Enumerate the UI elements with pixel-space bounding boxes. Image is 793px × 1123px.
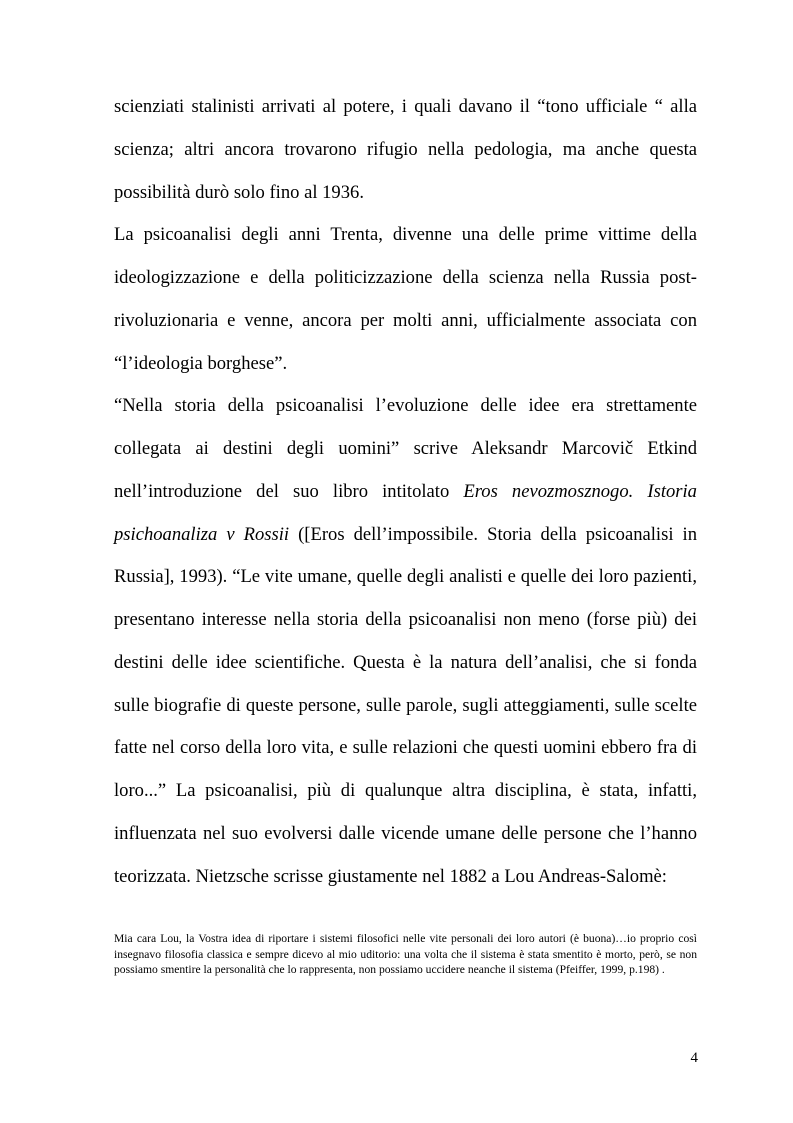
quote-text: Mia cara Lou, la Vostra idea di riportare i sistemi filosofici nelle vite personali dei loro autori (è buona)…io proprio così insegnavo filosofia classica e sempre dicevo al mio uditorio: una volta che il sistema è stata smentito è morto, però, se non possiamo smentire la personalità che lo rappresenta, non possiamo uccidere neanche il sistema (Pfeiffer, 1999, p.198) . bbox=[114, 932, 697, 977]
body-text bbox=[114, 86, 697, 898]
block-quote bbox=[114, 931, 697, 978]
page-number: 4 bbox=[690, 1050, 698, 1066]
paragraph-3-part-1: “Nella storia della psicoanalisi l’evoluzione delle idee era strettamente collegata ai destini degli uomini” scrive Aleksandr Marcovič Etkind nell’introduzione del suo libro intitolato bbox=[114, 395, 697, 502]
paragraph-1: scienziati stalinisti arrivati al potere, i quali davano il “tono ufficiale “ alla scienza; altri ancora trovarono rifugio nella pedologia, ma anche questa possibilità durò solo fino al 1936. bbox=[114, 96, 697, 203]
paragraph-3-part-2: ([Eros dell’impossibile. Storia della psicoanalisi in Russia], 1993). “Le vite umane, quelle degli analisti e quelle dei loro pazienti, presentano interesse nella storia della psicoanalisi non meno (forse più) dei destini delle idee scientifiche. Questa è la natura dell’analisi, che si fonda sulle biografie di queste persone, sulle parole, sugli atteggiamenti, sulle scelte fatte nel corso della loro vita, e sulle relazioni che questi uomini ebbero fra di loro...” La psicoanalisi, più di qualunque altra disciplina, è stata, infatti, influenzata nel suo evolversi dalle vicende umane delle persone che l’hanno teorizzata. Nietzsche scrisse giustamente nel 1882 a Lou Andreas-Salomè: bbox=[114, 523, 697, 887]
book-title: Eros nevozmosznogo. Istoria psichoanaliza v Rossii bbox=[114, 480, 697, 545]
paragraph-2: La psicoanalisi degli anni Trenta, divenne una delle prime vittime della ideologizzazione e della politicizzazione della scienza nella Russia post-rivoluzionaria e venne, ancora per molti anni, ufficialmente associata con “l’ideologia borghese”. bbox=[114, 224, 697, 374]
paragraph-3 bbox=[114, 385, 697, 898]
